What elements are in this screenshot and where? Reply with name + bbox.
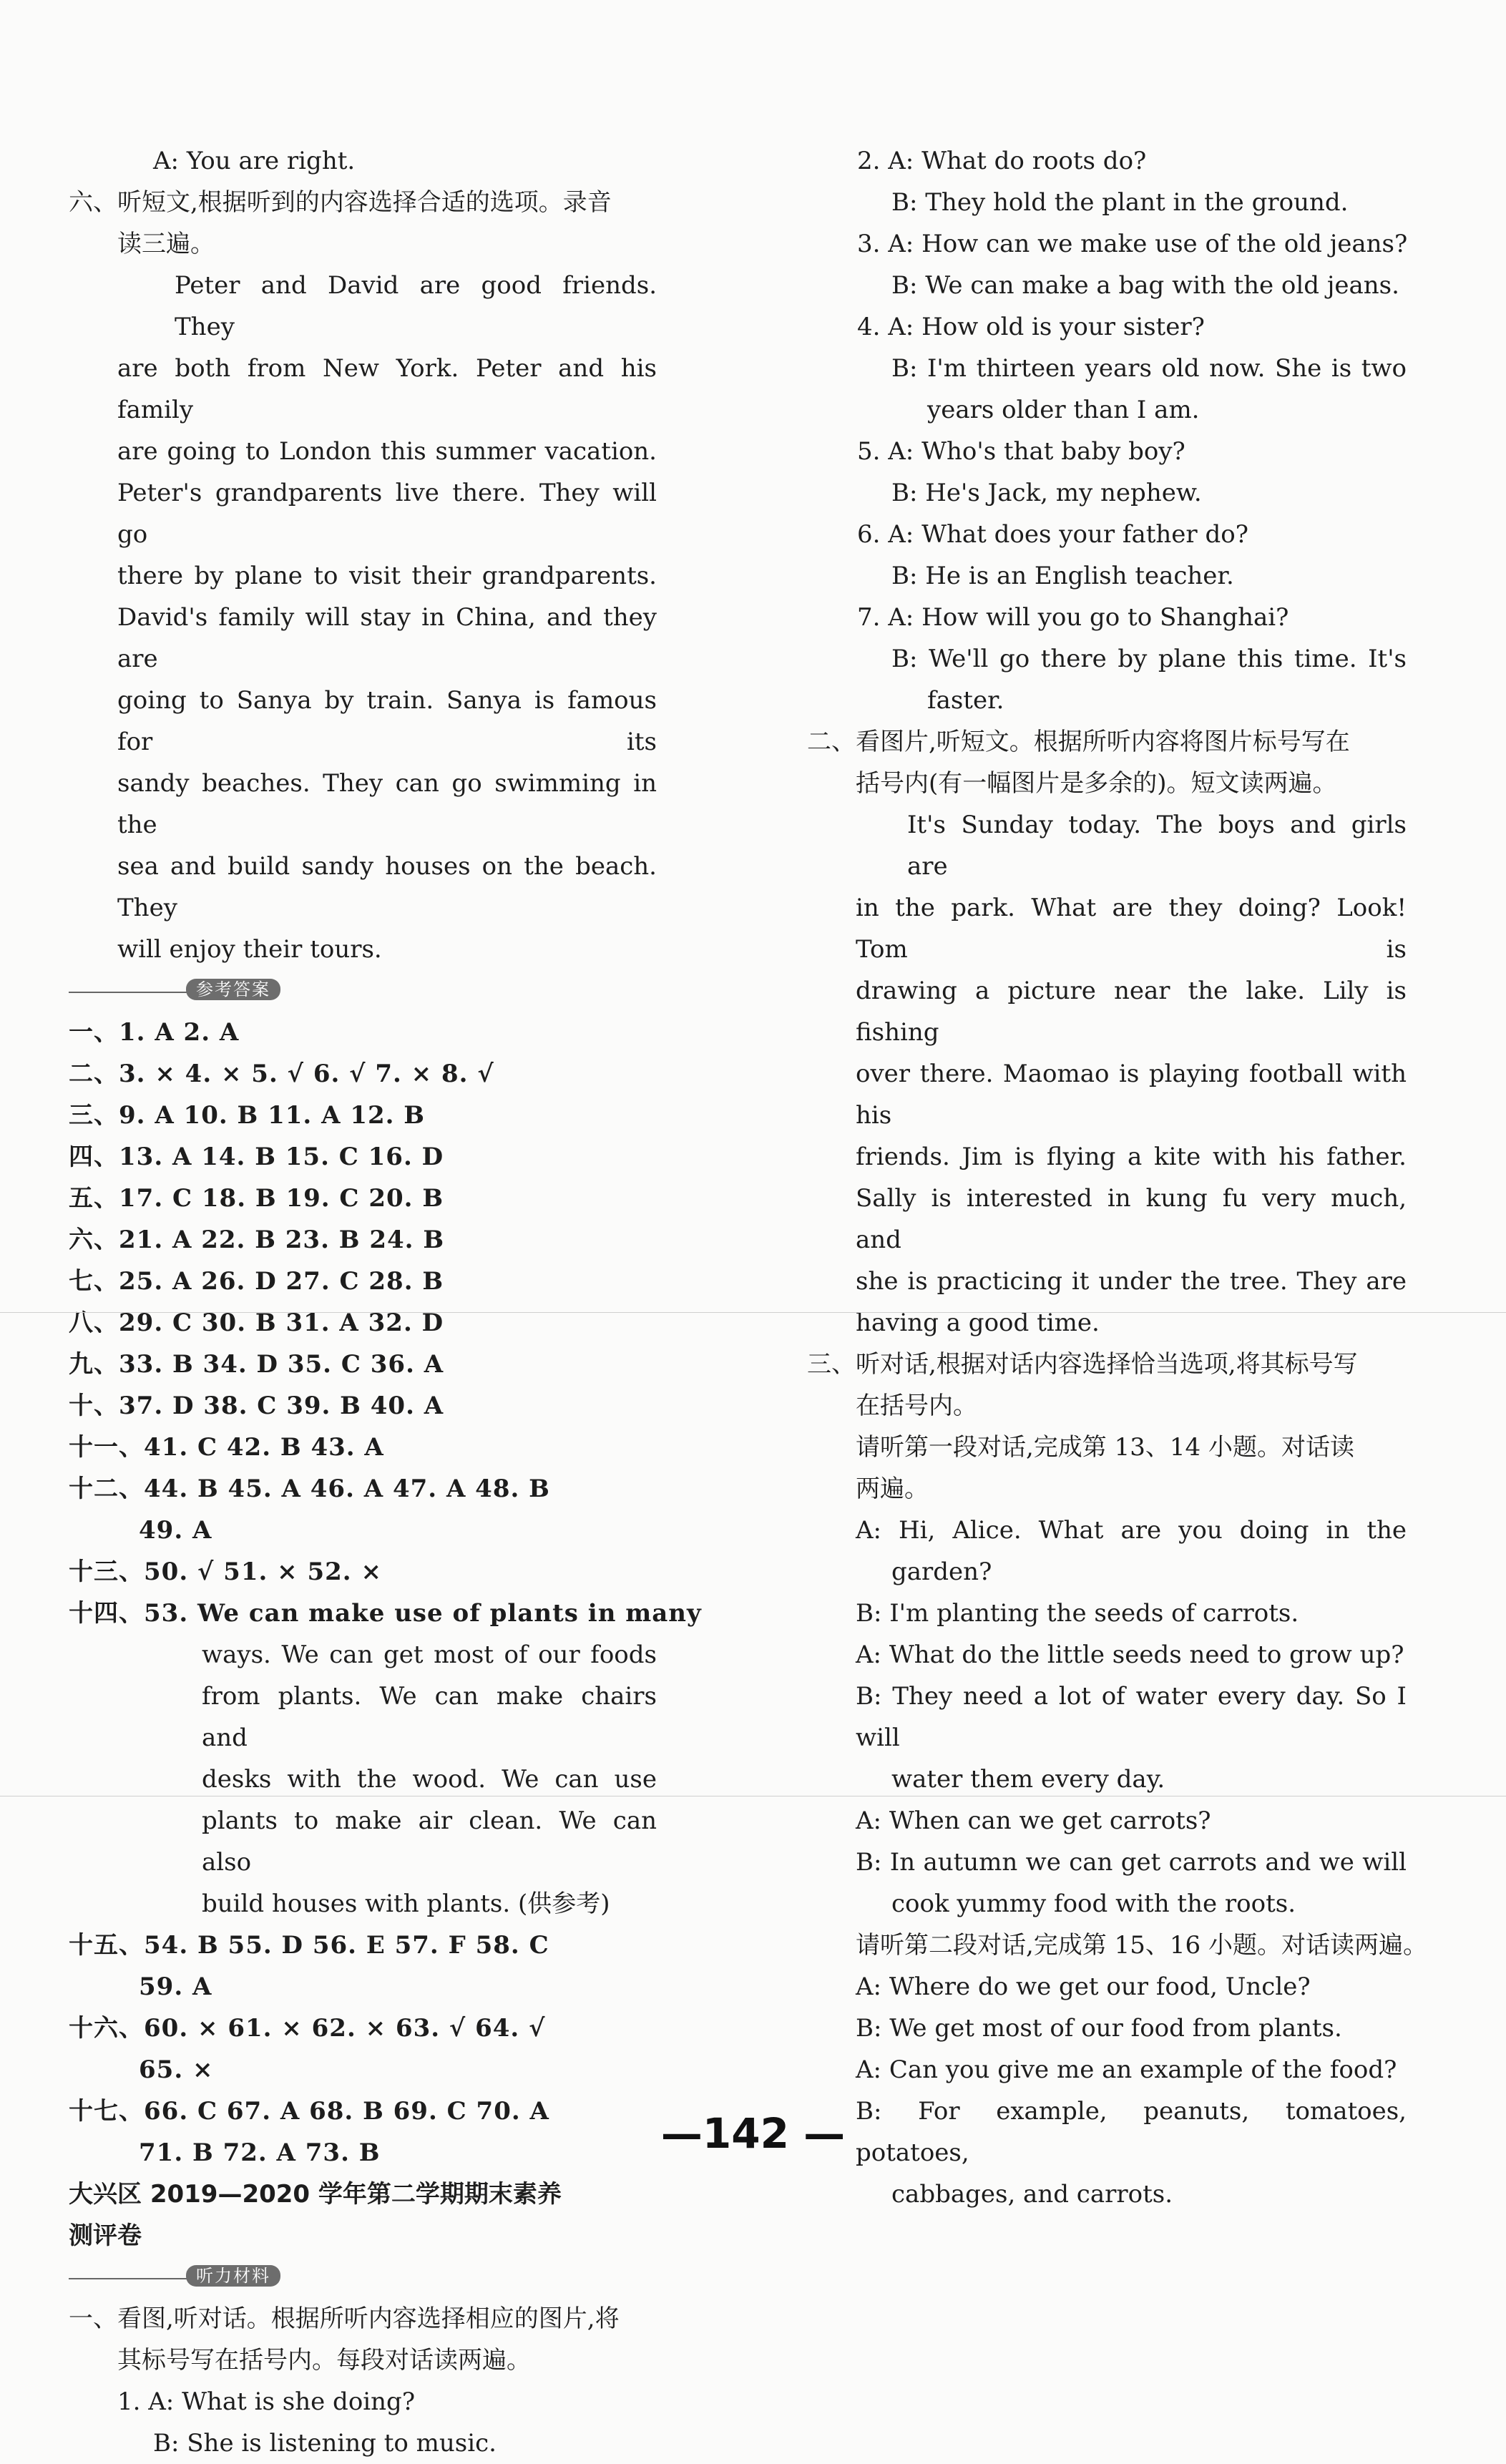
dialogue-line: 1. A: What is she doing? [117,2387,416,2416]
dialogue-line: A: Where do we get our food, Uncle? [856,1972,1311,2001]
dialogue-line: B: I'm planting the seeds of carrots. [856,1599,1299,1628]
right-column [807,140,1427,2215]
question-heading: 二、看图片,听短文。根据所听内容将图片标号写在 [807,728,1350,756]
passage-line: having a good time. [856,1309,1100,1337]
passage-line: there by plane to visit their grandparents. [117,562,657,590]
text-line: 在括号内。 [856,1392,977,1420]
dialogue-line: 2. A: What do roots do? [857,147,1147,175]
answer-line: 十一、41. C 42. B 43. A [69,1433,384,1462]
answer-line: 65. × [139,2055,214,2084]
dialogue-line: B: She is listening to music. [153,2429,497,2458]
scan-fold-line [0,1312,1506,1313]
dialogue-line: B: They hold the plant in the ground. [891,188,1349,217]
dialogue-line: 3. A: How can we make use of the old jeans? [857,230,1408,258]
text-line: 请听第一段对话,完成第 13、14 小题。对话读 [856,1433,1354,1462]
dialogue-line: B: We get most of our food from plants. [856,2014,1342,2043]
answer-line: desks with the wood. We can use [202,1765,657,1794]
dialogue-line: A: When can we get carrots? [856,1807,1211,1835]
dialogue-line: cook yummy food with the roots. [891,1889,1296,1918]
dialogue-line: A: Hi, Alice. What are you doing in the [856,1516,1407,1545]
passage-line: are both from New York. Peter and his family [117,354,657,424]
answer-line: 二、3. × 4. × 5. √ 6. √ 7. × 8. √ [69,1060,494,1088]
question-heading: 三、听对话,根据对话内容选择恰当选项,将其标号写 [807,1350,1358,1379]
text-line: 括号内(有一幅图片是多余的)。短文读两遍。 [856,769,1337,798]
passage-line: will enjoy their tours. [117,935,382,964]
answer-line: plants to make air clean. We can also [202,1807,657,1877]
dialogue-line: A: Can you give me an example of the food? [856,2055,1397,2084]
answer-line: 三、9. A 10. B 11. A 12. B [69,1101,426,1130]
passage-line: sandy beaches. They can go swimming in the [117,769,657,839]
answer-line: ways. We can get most of our foods [202,1641,657,1669]
passage-line: Sally is interested in kung fu very much, and [856,1184,1407,1254]
divider-rule [69,2278,190,2279]
answer-line: 71. B 72. A 73. B [139,2138,381,2167]
answer-key-divider [69,970,657,1012]
answer-line: 十六、60. × 61. × 62. × 63. √ 64. √ [69,2014,546,2043]
dialogue-line: water them every day. [891,1765,1165,1794]
dialogue-line: B: He is an English teacher. [891,562,1234,590]
dialogue-line: 7. A: How will you go to Shanghai? [857,603,1289,632]
text-line: 其标号写在括号内。每段对话读两遍。 [117,2346,531,2375]
passage-line: It's Sunday today. The boys and girls are [907,811,1407,881]
dialogue-line: B: For example, peanuts, tomatoes, potatoes, [856,2097,1407,2167]
dialogue-line: 4. A: How old is your sister? [857,313,1205,341]
question-heading: 一、看图,听对话。根据所听内容选择相应的图片,将 [69,2304,620,2333]
listening-material-tag: 听力材料 [186,2265,280,2287]
answer-line: 六、21. A 22. B 23. B 24. B [69,1226,445,1254]
passage-line: in the park. What are they doing? Look! Tom is [856,894,1407,964]
text-line: 两遍。 [856,1475,929,1503]
passage-line: Peter's grandparents live there. They will go [117,479,657,549]
passage-line: are going to London this summer vacation. [117,437,657,466]
answer-line: 七、25. A 26. D 27. C 28. B [69,1267,444,1296]
dialogue-line: 5. A: Who's that baby boy? [857,437,1185,466]
divider-rule [69,992,190,993]
section-title: 测评卷 [69,2221,142,2250]
dialogue-line: B: In autumn we can get carrots and we will [856,1848,1407,1877]
dialogue-line: cabbages, and carrots. [891,2180,1173,2209]
page-number: —142 — [660,2109,846,2158]
passage-line: David's family will stay in China, and they are [117,603,657,673]
answer-line: 十五、54. B 55. D 56. E 57. F 58. C [69,1931,549,1960]
question-heading: 六、听短文,根据听到的内容选择合适的选项。录音 [69,188,612,217]
text-line: 读三遍。 [117,230,215,258]
answer-line: 十、37. D 38. C 39. B 40. A [69,1392,444,1420]
answer-key-tag: 参考答案 [186,979,280,1000]
dialogue-line: garden? [891,1558,992,1586]
answer-line: from plants. We can make chairs and [202,1682,657,1752]
text-line: 请听第二段对话,完成第 15、16 小题。对话读两遍。 [856,1931,1427,1960]
answer-line: 49. A [139,1516,212,1545]
answer-line: 四、13. A 14. B 15. C 16. D [69,1143,444,1171]
answer-line: 五、17. C 18. B 19. C 20. B [69,1184,444,1213]
answer-line: 十三、50. √ 51. × 52. × [69,1558,382,1586]
dialogue-line: B: We'll go there by plane this time. It's [891,645,1407,673]
answer-line: 九、33. B 34. D 35. C 36. A [69,1350,444,1379]
answer-line: 十七、66. C 67. A 68. B 69. C 70. A [69,2097,549,2126]
answer-line: 八、29. C 30. B 31. A 32. D [69,1309,444,1337]
answer-line: 59. A [139,1972,212,2001]
passage-line: sea and build sandy houses on the beach. They [117,852,657,922]
section-title: 大兴区 2019—2020 学年第二学期期末素养 [69,2180,562,2209]
passage-line: Peter and David are good friends. They [175,271,657,341]
dialogue-line: B: They need a lot of water every day. So I will [856,1682,1407,1752]
answer-line: 十二、44. B 45. A 46. A 47. A 48. B [69,1475,550,1503]
passage-line: friends. Jim is flying a kite with his father. [856,1143,1407,1171]
passage-line: going to Sanya by train. Sanya is famous for its [117,686,657,756]
dialogue-line: years older than I am. [927,396,1200,424]
answer-line: build houses with plants. (供参考) [202,1889,610,1918]
passage-line: over there. Maomao is playing football with his [856,1060,1407,1130]
dialogue-line: 6. A: What does your father do? [857,520,1248,549]
text-line: A: You are right. [153,147,356,175]
answer-line: 一、1. A 2. A [69,1018,240,1047]
answer-line: 十四、53. We can make use of plants in many [69,1599,702,1628]
listening-material-divider [69,2257,657,2298]
dialogue-line: B: I'm thirteen years old now. She is two [891,354,1407,383]
dialogue-line: faster. [927,686,1004,715]
dialogue-line: A: What do the little seeds need to grow up? [856,1641,1404,1669]
dialogue-line: B: He's Jack, my nephew. [891,479,1202,507]
passage-line: she is practicing it under the tree. They are [856,1267,1407,1296]
passage-line: drawing a picture near the lake. Lily is fishing [856,977,1407,1047]
dialogue-line: B: We can make a bag with the old jeans. [891,271,1399,300]
